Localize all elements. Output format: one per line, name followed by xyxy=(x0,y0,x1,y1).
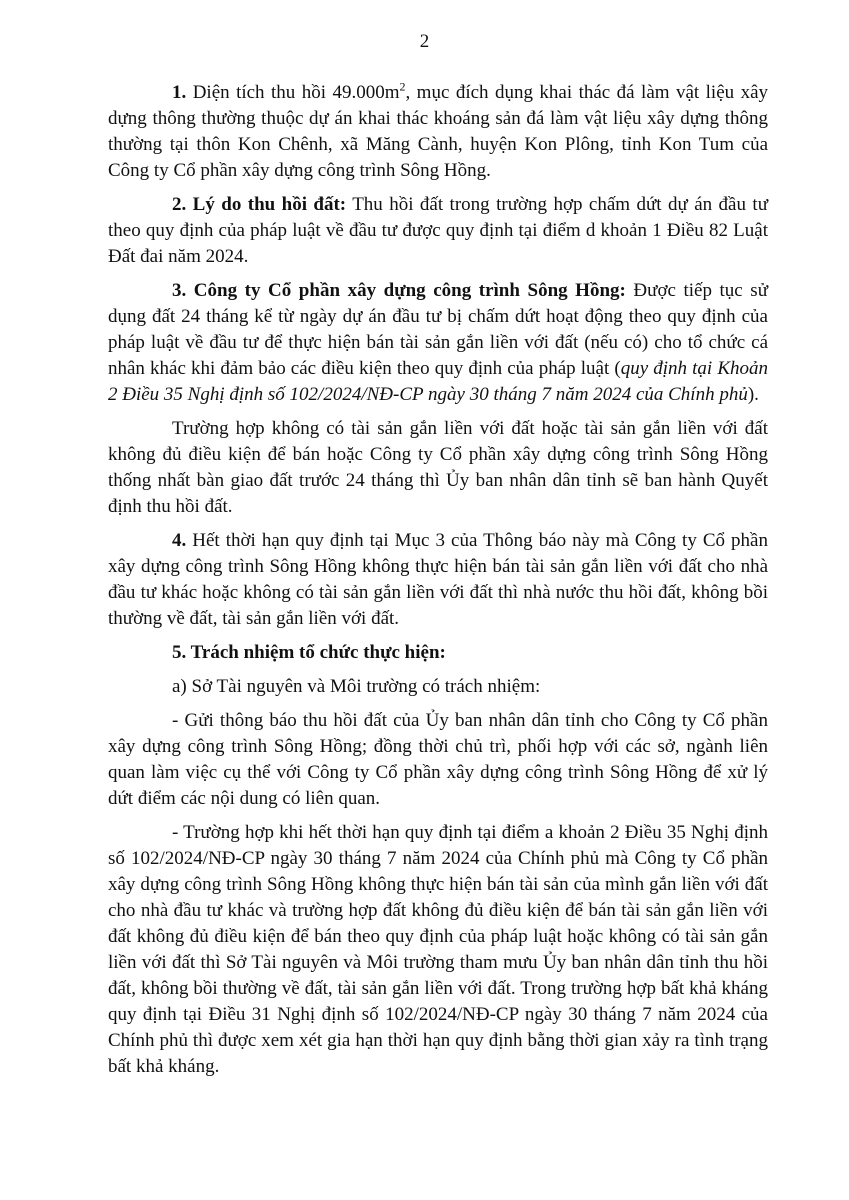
section-2-heading: 2. Lý do thu hồi đất: xyxy=(172,194,347,215)
section-3-paragraph-2: Trường hợp không có tài sản gắn liền với đất hoặc tài sản gắn liền với đất không đủ điều kiện để bán hoặc Công ty Cổ phần xây dựng công trình Sông Hồng thống nhất bàn giao đất trước 24 tháng thì Ủy ban nhân dân tỉnh sẽ ban hành Quyết định thu hồi đất. xyxy=(108,418,768,517)
section-3-text: Được tiếp tục sử dụng đất 24 tháng kể từ ngày dự án đầu tư bị chấm dứt hoạt động theo quy định của pháp luật về đầu tư để thực hiện bán tài sản gắn liền với đất (nếu có) cho tổ chức cá nhân khác khi đảm bảo các điều kiện theo quy định của pháp luật ( xyxy=(108,280,768,379)
section-5-subsection-a: a) Sở Tài nguyên và Môi trường có trách nhiệm: xyxy=(172,676,541,697)
section-1-paragraph xyxy=(108,80,768,184)
section-1-text-b: , mục đích dụng khai thác đá làm vật liệu xây dựng thông thường thuộc dự án khai thác khoáng sản đá làm vật liệu xây dựng thông thường tại thôn Kon Chênh, xã Măng Cành, huyện Kon Plông, tỉnh Kon Tum của Công ty Cổ phần xây dựng công trình Sông Hồng. xyxy=(108,82,769,181)
document-body xyxy=(108,80,768,1088)
section-5-item-2: - Trường hợp khi hết thời hạn quy định tại điểm a khoản 2 Điều 35 Nghị định số 102/2024/NĐ-CP ngày 30 tháng 7 năm 2024 của Chính phủ mà Công ty Cổ phần xây dựng công trình Sông Hồng không thực hiện bán tài sản của mình gắn liền với đất cho nhà đầu tư khác và trường hợp đất không đủ điều kiện để bán tài sản gắn liền với đất không đủ điều kiện để bán theo quy định của pháp luật hoặc không có tài sản gắn liền với đất thì Sở Tài nguyên và Môi trường tham mưu Ủy ban nhân dân tỉnh thu hồi đất, không bồi thường về đất, tài sản gắn liền với đất. Trong trường hợp bất khả kháng quy định tại Điều 31 Nghị định số 102/2024/NĐ-CP ngày 30 tháng 7 năm 2024 của Chính phủ thì được xem xét gia hạn thời hạn quy định bằng thời gian xảy ra tình trạng bất khả kháng. xyxy=(108,822,768,1077)
section-3-italic-reference: quy định tại Khoản 2 Điều 35 Nghị định số 102/2024/NĐ-CP ngày 30 tháng 7 năm 2024 của Chính phủ xyxy=(108,358,768,405)
section-3-heading: 3. Công ty Cổ phần xây dựng công trình Sông Hồng: xyxy=(172,280,626,301)
section-4-number: 4. xyxy=(172,530,187,551)
section-5-item-1: - Gửi thông báo thu hồi đất của Ủy ban nhân dân tỉnh cho Công ty Cổ phần xây dựng công trình Sông Hồng; đồng thời chủ trì, phối hợp với các sở, ngành liên quan làm việc cụ thể với Công ty Cổ phần xây dựng công trình Sông Hồng để xử lý dứt điểm các nội dung có liên quan. xyxy=(108,710,768,809)
section-3-tail: ). xyxy=(747,384,759,405)
section-4-text: Hết thời hạn quy định tại Mục 3 của Thông báo này mà Công ty Cổ phần xây dựng công trình Sông Hồng không thực hiện bán tài sản gắn liền với đất cho nhà đầu tư khác hoặc không có tài sản gắn liền với đất thì nhà nước thu hồi đất, không bồi thường về đất, tài sản gắn liền với đất. xyxy=(108,530,768,629)
section-1-text-a: Diện tích thu hồi 49.000m xyxy=(186,82,400,103)
section-1-number: 1. xyxy=(172,82,187,103)
section-5-heading: 5. Trách nhiệm tổ chức thực hiện: xyxy=(172,642,446,663)
section-1-superscript: 2 xyxy=(399,79,406,94)
section-4-paragraph xyxy=(108,528,768,632)
page-number: 2 xyxy=(419,31,430,52)
section-3-paragraph xyxy=(108,278,768,408)
section-2-text: Thu hồi đất trong trường hợp chấm dứt dự án đầu tư theo quy định của pháp luật về đầu tư được quy định tại điểm d khoản 1 Điều 82 Luật Đất đai năm 2024. xyxy=(108,194,768,267)
section-2-paragraph xyxy=(108,192,768,270)
